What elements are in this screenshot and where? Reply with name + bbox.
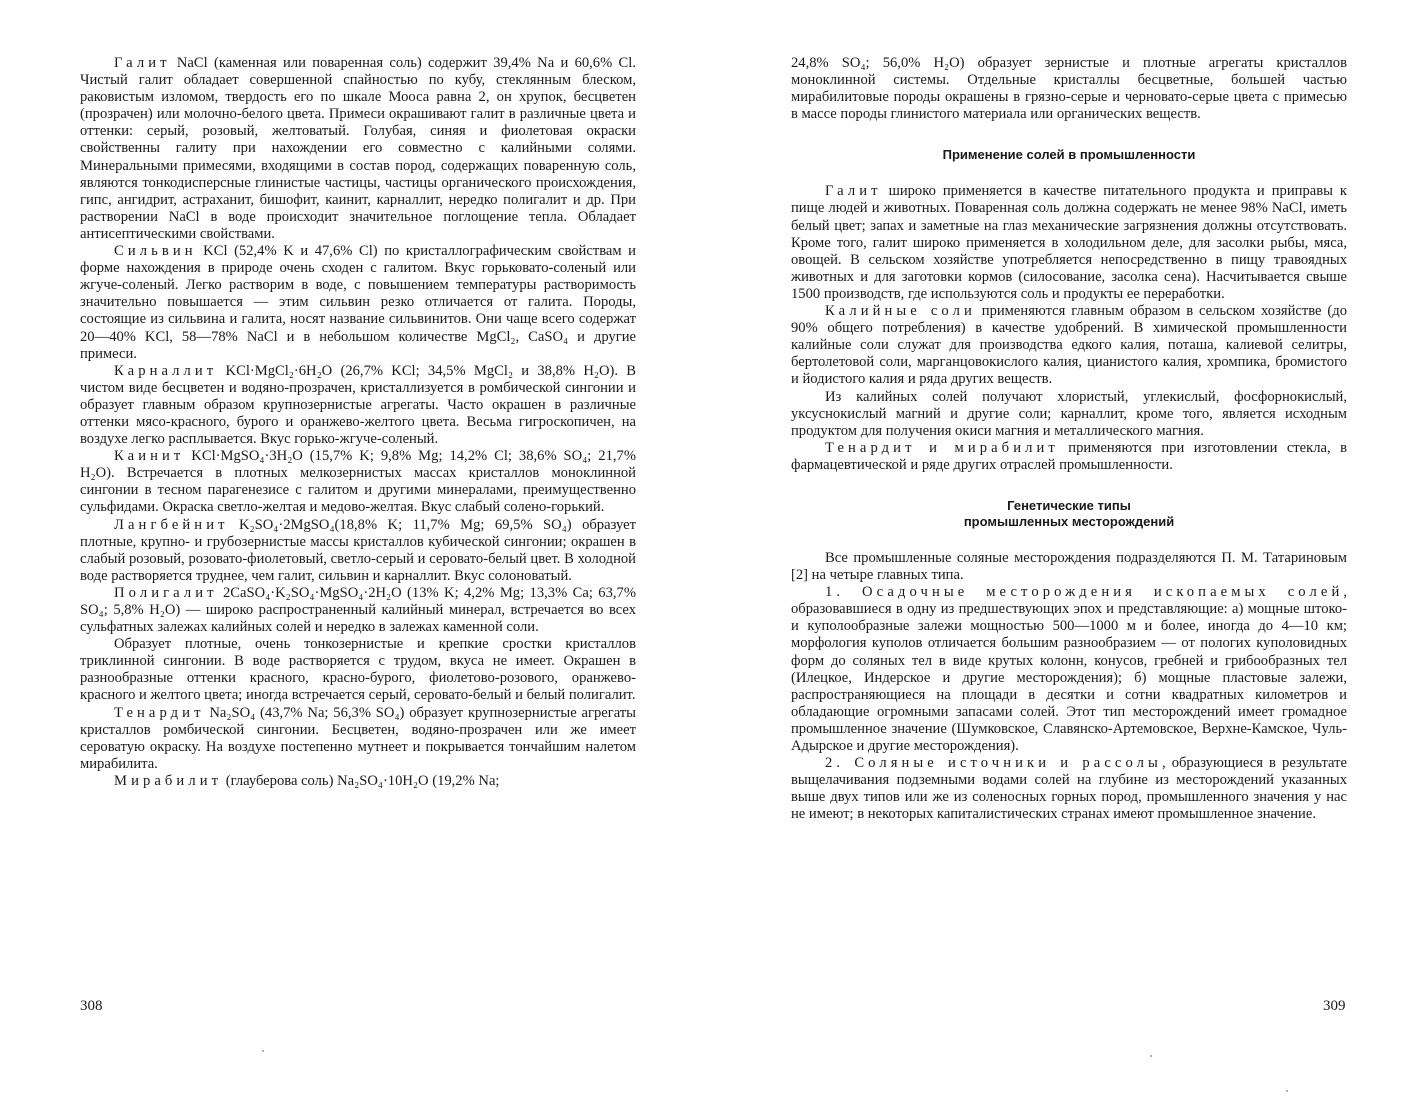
scan-speck (262, 1050, 264, 1052)
paragraph-polyhalite: Полигалит 2CaSO₄·K₂SO₄·MgSO₄·2H₂O (13% K; 4,2% Mg; 13,3% Ca; 63,7% SO₄; 5,8% H₂O) — широко распространенный калийный минерал, встречается во всех сульфатных залежах калийных солей и нередко в залежах каменной соли. (80, 584, 636, 636)
deposit-term: 2. Соляные источники и рассолы (825, 755, 1162, 772)
page-number: 308 (80, 998, 103, 1014)
mineral-term: Тенардит и мирабилит (825, 439, 1059, 456)
paragraph-carnallite: Карналлит KCl·MgCl₂·6H₂O (26,7% KCl; 34,5% MgCl₂ и 38,8% H₂O). В чистом виде бесцветен и водяно-прозрачен, кристаллизуется в ромбической сингонии и образует главным образом крупнозернистые агрегаты. Часто окрашен в различные оттенки мясо-красного, бурого и оранжево-желтого цвета. Весьма гигроскопичен, на воздухе легко расплывается. Вкус горько-жгуче-соленый. (80, 362, 636, 448)
paragraph-sylvite: Сильвин KCl (52,4% K и 47,6% Cl) по кристаллографическим свойствам и форме нахождения в природе очень сходен с галитом. Вкус горьковато-соленый или жгуче-соленый. Легко растворим в воде, с повышением температуры растворимость значительно повышается — этим сильвин резко отличается от галита. Породы, состоящие из сильвина и галита, носят название сильвинитов. Они чаще всего содержат 20—40% KCl, 58—78% NaCl и в небольшом количестве MgCl₂, CaSO₄ и другие примеси. (80, 243, 636, 362)
mineral-term: Лангбейнит (114, 516, 229, 533)
scan-speck (1286, 1090, 1288, 1092)
paragraph-kainite: Каинит KCl·MgSO₄·3H₂O (15,7% K; 9,8% Mg; 14,2% Cl; 38,6% SO₄; 21,7% H₂O). Встречается в плотных мелкозернистых массах кристаллов моноклинной сингонии в тесном парагенезисе с галитом и другими минералами, преимущественно сульфидами. Окраска светло-желтая и медово-желтая. Вкус слабый солено-горький. (80, 448, 636, 516)
section-heading-genetic-types (791, 498, 1347, 530)
mineral-term: Карналлит (114, 362, 218, 379)
paragraph-magnesium-use: Из калийных солей получают хлористый, углекислый, фосфорнокислый, уксуснокислый магний и другие соли; карналлит, кроме того, является исходным продуктом для получения окиси магния и металлического магния. (791, 388, 1347, 439)
paragraph-salt-springs: 2. Соляные источники и рассолы, образующиеся в результате выщелачивания подземными водами солей на глубине из месторождений указанных выше двух типов или же из соленосных горных пород, промышленного значения у нас не имеют; в некоторых капиталистических странах имеют промышленное значение. (791, 755, 1347, 823)
paragraph-potash-use: Калийные соли применяются главным образом в сельском хозяйстве (до 90% общего потребления) в качестве удобрений. В химической промышленности калийные соли служат для производства едкого калия, поташа, калиевой селитры, бертолетовой соли, марганцовокислого калия, цианистого калия, хромпика, бромистого и йодистого калия и ряда других веществ. (791, 303, 1347, 388)
section-heading-industrial-use: Применение солей в промышленности (942, 147, 1196, 163)
paragraph-thenardite: Тенардит Na₂SO₄ (43,7% Na; 56,3% SO₄) образует крупнозернистые агрегаты кристаллов ромбической сингонии. Бесцветен, водяно-прозрачен или же имеет сероватую окраску. На воздухе постепенно мутнеет и покрывается тончайшим налетом мирабилита. (80, 704, 636, 772)
paragraph-thenardite-use: Тенардит и мирабилит применяются при изготовлении стекла, в фармацевтической и ряде других отраслей промышленности. (791, 439, 1347, 473)
paragraph-halite-use: Галит широко применяется в качестве питательного продукта и приправы к пище людей и животных. Поваренная соль должна содержать не менее 98% NaCl, иметь белый цвет; запах и заметные на глаз механические загрязнения должны отсутствовать. Кроме того, галит широко применяется в холодильном деле, для засолки рыбы, мяса, овощей. В сельском хозяйстве употребляется непосредственно в пищу травоядных животных и для заготовки кормов (силосование, засолка сена). Насчитывается свыше 1500 производств, где используются соль и продукты ее переработки. (791, 183, 1347, 302)
heading-line: Генетические типы (1007, 497, 1131, 513)
right-page (713, 0, 1426, 1114)
deposit-term: 1. Осадочные месторождения ископаемых солей (825, 584, 1344, 601)
mineral-term: Галит (825, 183, 882, 200)
mineral-term: Полигалит (114, 584, 218, 601)
left-page-text-column (80, 55, 636, 790)
heading-line: промышленных месторождений (963, 513, 1175, 529)
paragraph-mirabilite: Мирабилит (глауберова соль) Na₂SO₄·10H₂O (19,2% Na; (114, 772, 500, 789)
paragraph-mirabilite-continued: 24,8% SO₄; 56,0% H₂O) образует зернистые и плотные агрегаты кристаллов моноклинной системы. Отдельные кристаллы бесцветные, большей частью мирабилитовые породы окрашены в грязно-серые и черновато-серые цвета с примесью в массе породы глинистого материала или органических веществ. (791, 55, 1347, 123)
paragraph-sedimentary-deposits: 1. Осадочные месторождения ископаемых солей, образовавшиеся в одну из предшествующих эпох и представляющие: а) мощные штоко- и куполообразные залежи мощностью 500—1000 м и более, иногда до 4—10 км; морфология куполов отличается большим разнообразием — от пологих куполовидных форм до соляных тел в виде крутых колонн, конусов, гребней и грибообразных тел (Илецкое, Индерское и другие месторождения); б) мощные пластовые залежи, распространяющиеся на площади в десятки и сотни квадратных километров и обладающие огромными запасами солей. Этот тип месторождений имеет громадное промышленное значение (Шумковское, Славянско-Артемовское, Верхне-Камское, Чуль-Адырское и другие месторождения). (791, 584, 1347, 754)
mineral-term: Сильвин (114, 243, 197, 260)
paragraph-halite: Галит NaCl (каменная или поваренная соль) содержит 39,4% Na и 60,6% Cl. Чистый галит обладает совершенной спайностью по кубу, стеклянным блеском, раковистым изломом, твердость его по шкале Мооса равна 2, он хрупок, бесцветен (прозрачен) или молочно-белого цвета. Примеси окрашивают галит в различные цвета и оттенки: серый, розовый, желтоватый. Голубая, синяя и фиолетовая окраски свойственны галиту при нахождении его совместно с калийными солями. Минеральными примесями, входящими в состав пород, содержащих поваренную соль, являются тонкодисперсные глинистые частицы, частицы органического происхождения, гипс, ангидрит, астраханит, бишофит, каинит, карналлит, нередко полигалит и др. При растворении NaCl в воде происходит значительное поглощение тепла. Обладает антисептическими свойствами. (80, 55, 636, 242)
paragraph-polyhalite-continued: Образует плотные, очень тонкозернистые и крепкие сростки кристаллов триклинной сингонии. В воде растворяется с трудом, вкуса не имеет. Окрашен в разнообразные оттенки красного, красно-бурого, фиолетово-розового, оранжево-красного и желтого цвета; иногда встречается серый, серовато-белый и белый полигалит. (80, 636, 636, 704)
mineral-term: Галит (114, 55, 171, 71)
right-page-text-column (791, 55, 1347, 823)
mineral-term: Мирабилит (114, 772, 223, 789)
mineral-term: Тенардит (114, 704, 205, 721)
paragraph-deposit-types-intro: Все промышленные соляные месторождения подразделяются П. М. Татариновым [2] на четыре главных типа. (791, 549, 1347, 584)
scan-speck (1150, 1055, 1152, 1057)
paragraph-langbeinite: Лангбейнит K₂SO₄·2MgSO₄(18,8% K; 11,7% Mg; 69,5% SO₄) образует плотные, крупно- и грубозернистые массы кристаллов кубической сингонии; окрашен в слабый розовый, розовато-фиолетовый, светло-серый и серовато-белый цвет. В холодной воде растворяется труднее, чем галит, сильвин и карналлит. Вкус солоноватый. (80, 516, 636, 584)
page-number: 309 (1323, 998, 1346, 1014)
mineral-term: Каинит (114, 448, 185, 465)
mineral-term: Калийные соли (825, 303, 976, 320)
